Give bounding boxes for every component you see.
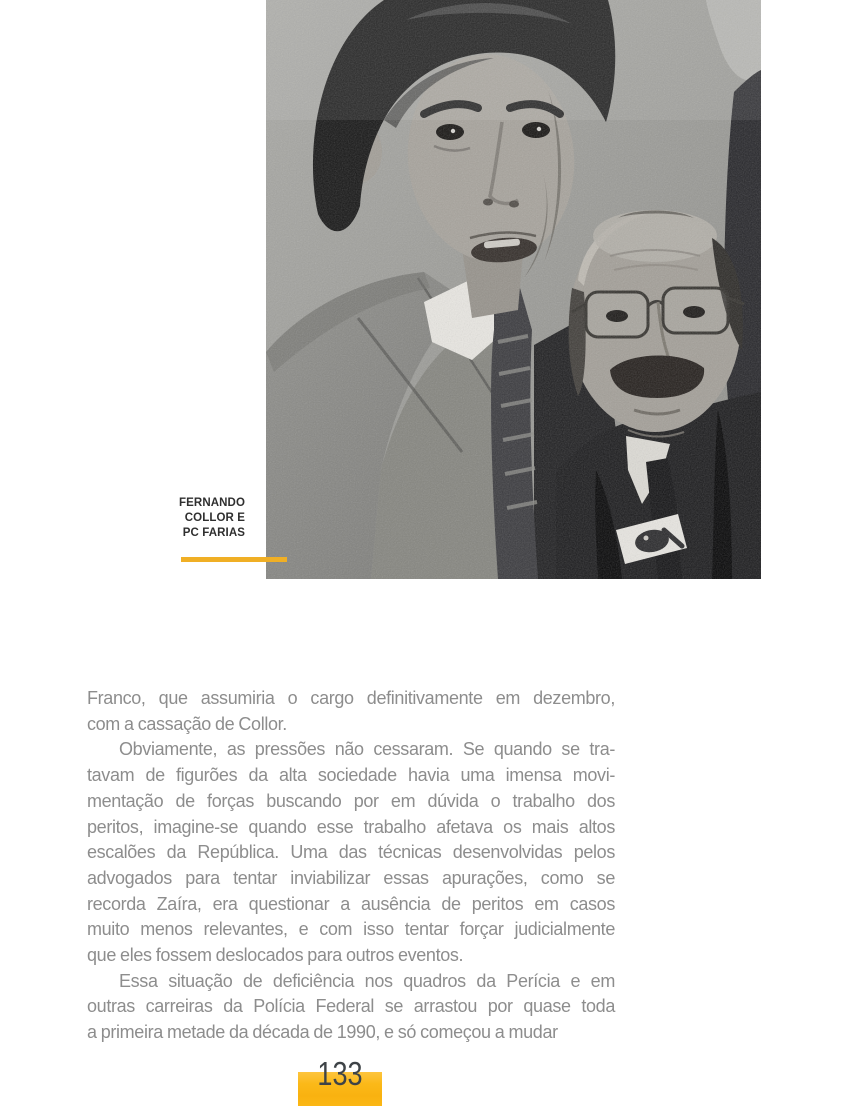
body-text-line: a primeira metade da década de 1990, e só começou a mudar	[87, 1022, 558, 1043]
caption-line: COLLOR E	[184, 512, 245, 524]
body-text-line: advogados para tentar inviabilizar essas apurações, como se	[87, 867, 615, 888]
body-text-line: escalões da República. Uma das técnicas desenvolvidas pelos	[87, 842, 615, 863]
body-text-line: recorda Zaíra, era questionar a ausência de peritos em casos	[87, 893, 615, 914]
caption-underline-rule	[181, 557, 287, 562]
photo-illustration	[266, 0, 761, 579]
body-text-line: outras carreiras da Polícia Federal se arrastou por quase toda	[87, 996, 615, 1017]
body-text-line: tavam de figurões da alta sociedade havia uma imensa movi-	[87, 765, 615, 786]
caption-line: FERNANDO	[179, 497, 245, 509]
body-text-line: com a cassação de Collor.	[87, 713, 287, 734]
body-text-line: muito menos relevantes, e com isso tentar forçar judicialmente	[87, 919, 615, 940]
caption-line: PC FARIAS	[182, 527, 245, 539]
photo-caption	[140, 496, 245, 541]
photo-fernando-collor-pc-farias	[266, 0, 761, 579]
body-text-line: Obviamente, as pressões não cessaram. Se quando se tra-	[119, 739, 615, 760]
body-text-line: Essa situação de deficiência nos quadros da Perícia e em	[119, 970, 615, 991]
body-text-line: Franco, que assumiria o cargo definitivamente em dezembro,	[87, 688, 615, 708]
page-number: 133	[317, 1055, 363, 1092]
body-text-line: mentação de forças buscando por em dúvida o trabalho dos	[87, 790, 615, 811]
body-text-line: peritos, imagine-se quando esse trabalho afetava os mais altos	[87, 816, 615, 837]
body-text-line: que eles fossem deslocados para outros eventos.	[87, 945, 464, 966]
body-text	[87, 686, 615, 1046]
photo-highlight-overlay	[266, 0, 761, 120]
